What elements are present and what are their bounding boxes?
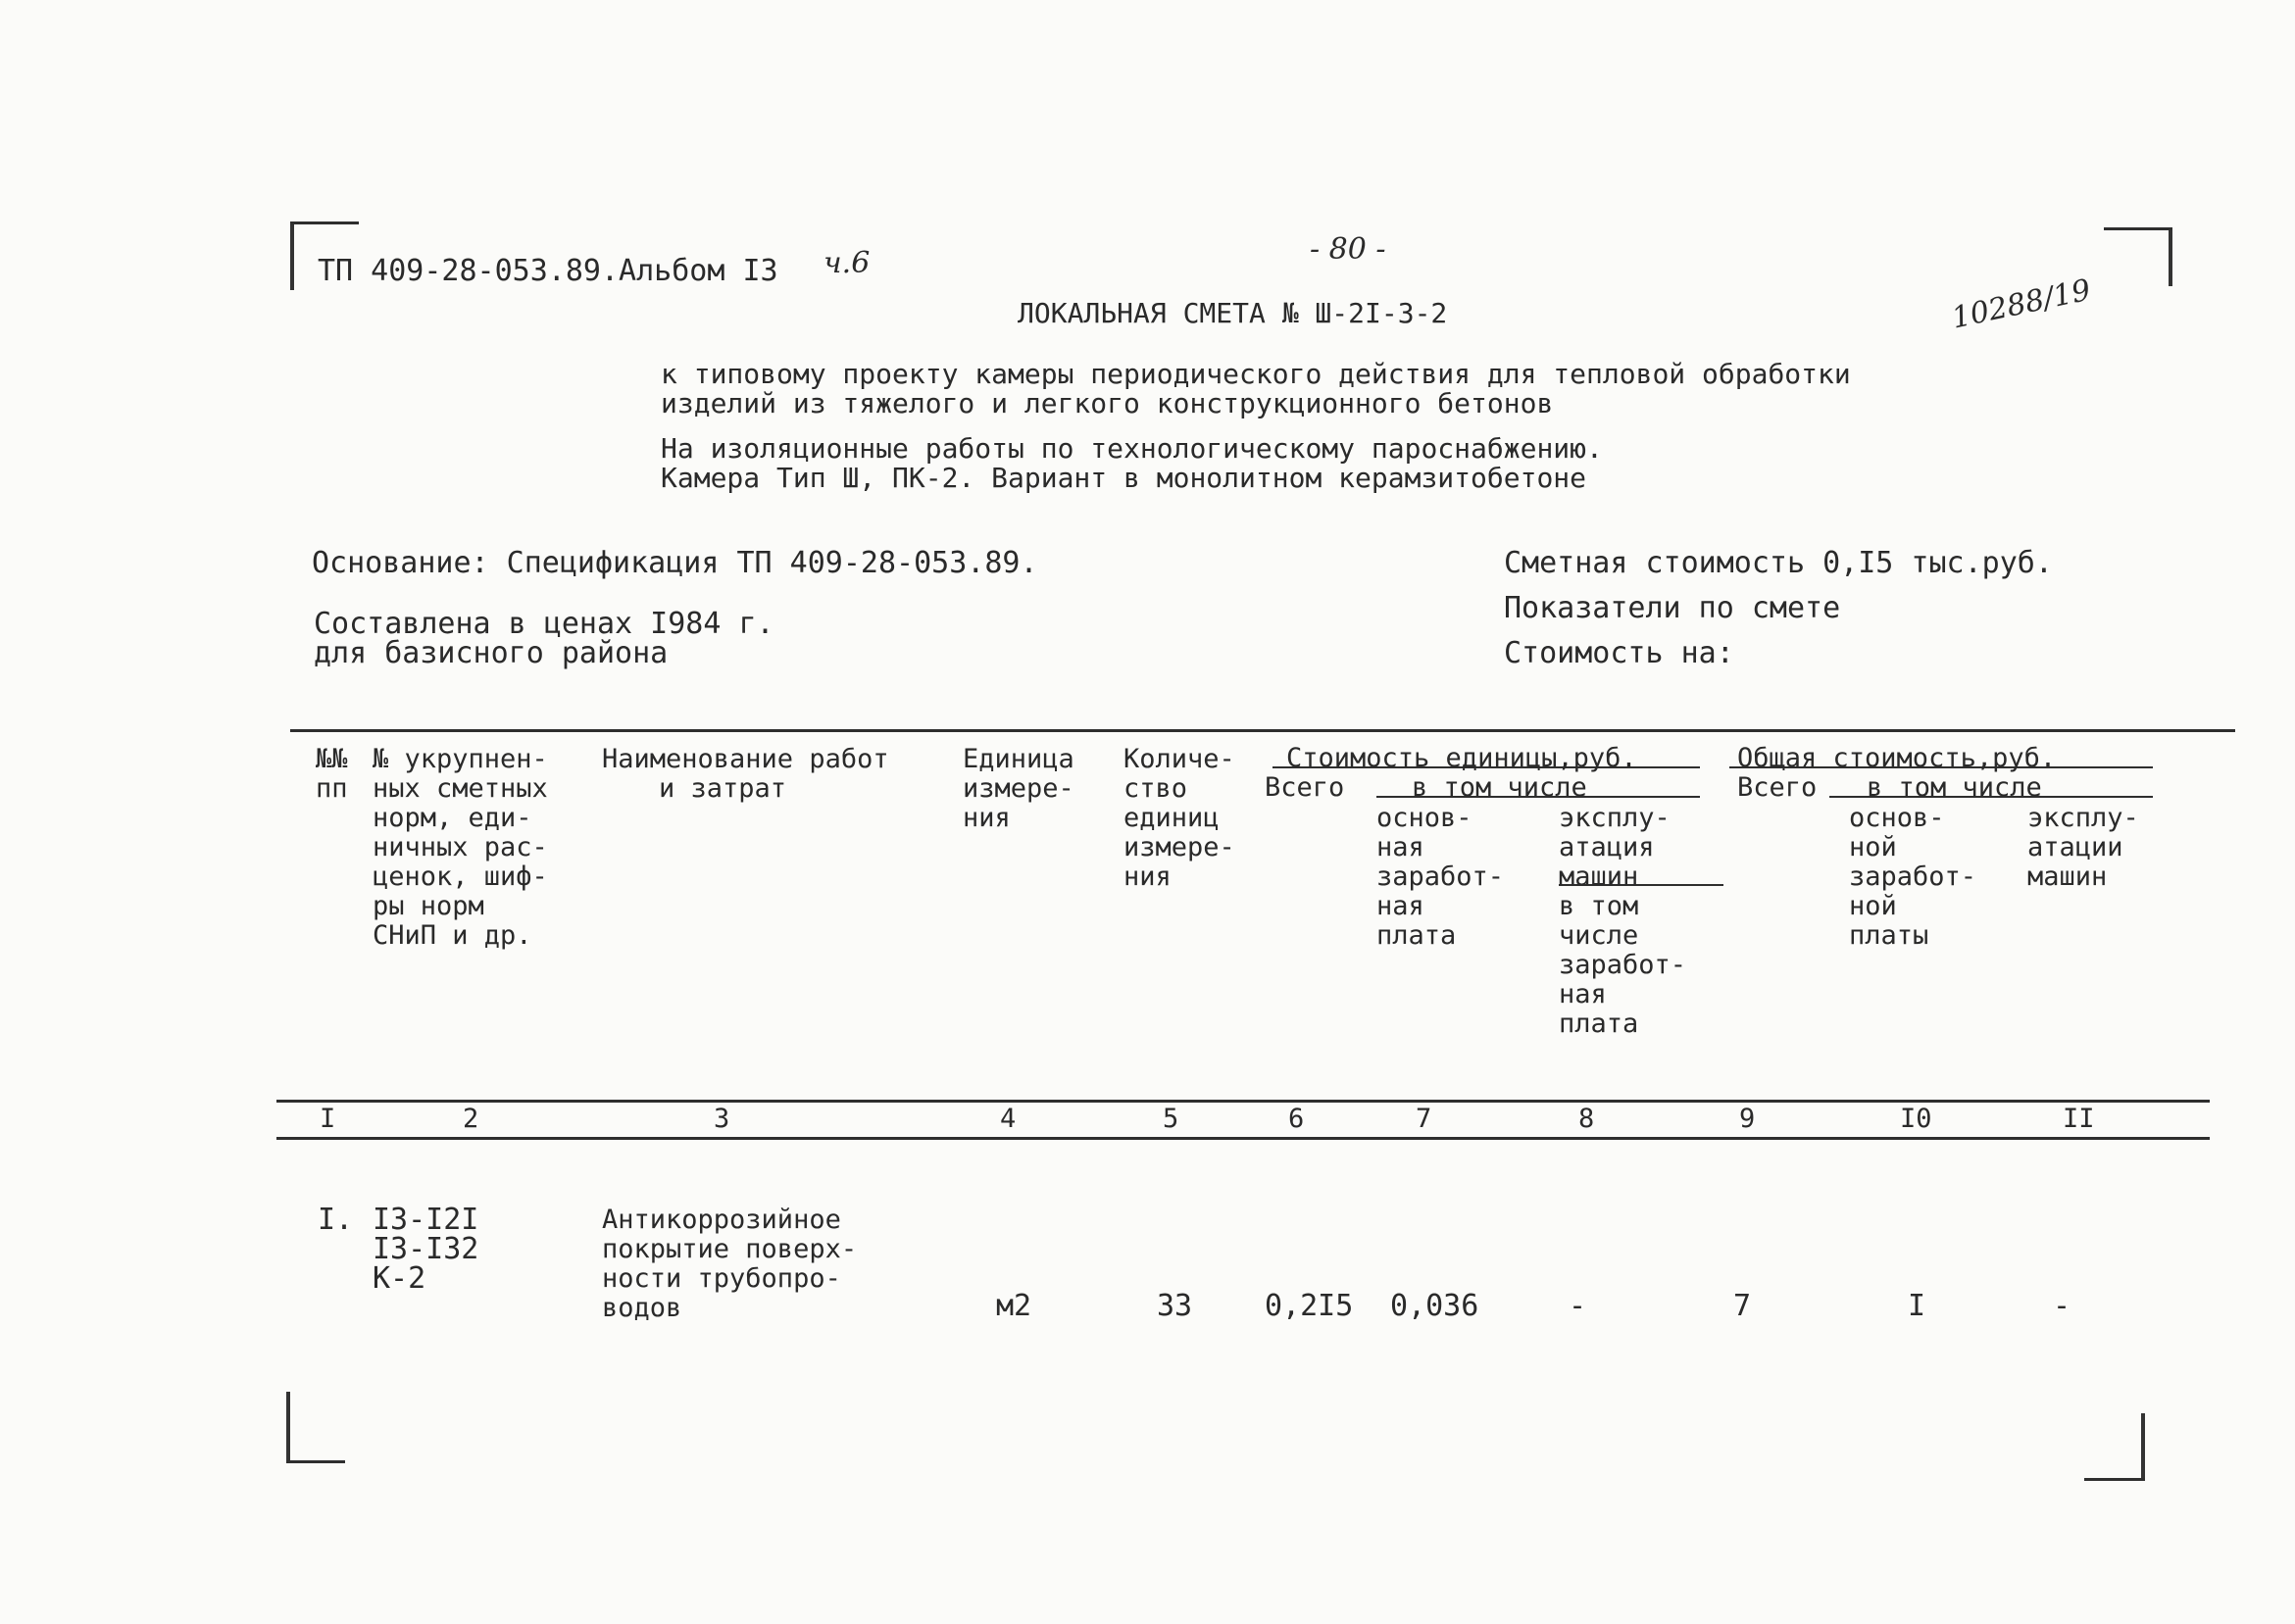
column-number: 3 (714, 1104, 730, 1134)
subtitle-line-3: На изоляционные работы по технологическому пароснабжению. (661, 432, 1603, 465)
row-unit-machines: - (1569, 1289, 1587, 1323)
row-unit-wage: 0,036 (1390, 1289, 1479, 1323)
header-col-7: основ- ная заработ- ная плата (1376, 803, 1505, 951)
header-unit-cost: Стоимость единицы,руб. (1286, 743, 1637, 773)
page-number: - 80 - (1310, 232, 1386, 267)
column-numbers-top-rule (276, 1100, 2210, 1103)
header-total-cost: Общая стоимость,руб. (1737, 743, 2057, 773)
row-total: 7 (1733, 1289, 1752, 1323)
column-number: 8 (1578, 1104, 1595, 1134)
header-col-2: № укрупнен- ных сметных норм, еди- ничных рас- ценок, шиф- ры норм СНиП и др. (373, 744, 548, 951)
corner-mark-top-left (290, 221, 294, 290)
header-total-total: Всего (1737, 772, 1818, 803)
archive-number: 10288/19 (1948, 272, 2094, 336)
row-unit-total: 0,2I5 (1265, 1289, 1354, 1323)
cost-indicators: Показатели по смете (1504, 591, 1841, 625)
column-numbers-bottom-rule (276, 1137, 2210, 1140)
document-title: ЛОКАЛЬНАЯ СМЕТА № Ш-2I-3-2 (1018, 297, 1448, 329)
header-col-3: Наименование работ и затрат (602, 744, 889, 804)
prices-line-1: Составлена в ценах I984 г. (314, 607, 774, 641)
prices-line-2: для базисного района (314, 636, 669, 670)
column-number: 7 (1416, 1104, 1432, 1134)
header-col-10: основ- ной заработ- ной платы (1849, 803, 1977, 951)
corner-mark-bottom-left (286, 1392, 290, 1462)
header-unit-total: Всего (1265, 772, 1345, 803)
corner-mark-bottom-right (2141, 1413, 2145, 1478)
corner-mark-bottom-right-h (2084, 1478, 2145, 1481)
document-reference: ТП 409-28-053.89.Альбом I3 (318, 254, 778, 288)
column-number: 9 (1739, 1104, 1756, 1134)
header-total-incl: в том числе (1867, 772, 2042, 803)
corner-mark-bottom-left-h (286, 1460, 345, 1463)
header-col-8: эксплу- атация машин в том числе заработ- ная плата (1559, 803, 1687, 1039)
subtitle-line-2: изделий из тяжелого и легкого конструкционного бетонов (661, 387, 1554, 419)
column-number: 4 (1000, 1104, 1017, 1134)
column-number: 2 (463, 1104, 479, 1134)
subtitle-line-4: Камера Тип Ш, ПК-2. Вариант в монолитном керамзитобетоне (661, 462, 1587, 494)
row-work-name: Антикоррозийное покрытие поверх- ности трубопро- водов (602, 1205, 858, 1323)
row-total-machines: - (2053, 1289, 2071, 1323)
table-top-rule (290, 729, 2235, 732)
estimated-cost: Сметная стоимость 0,I5 тыс.руб. (1504, 546, 2053, 580)
subtitle-line-1: к типовому проекту камеры периодического действия для тепловой обработки (661, 358, 1851, 390)
row-codes: I3-I2I I3-I32 К-2 (373, 1203, 479, 1296)
column-number: I0 (1900, 1104, 1932, 1134)
row-total-wage: I (1908, 1289, 1926, 1323)
column-number: I (320, 1104, 336, 1134)
row-quantity: 33 (1157, 1289, 1193, 1323)
handwritten-part-number: ч.6 (823, 246, 871, 280)
row-number: I. (318, 1203, 354, 1237)
corner-mark-top-left-h (290, 221, 359, 224)
corner-mark-top-right (2169, 227, 2172, 286)
header-col-11: эксплу- атации машин (2027, 803, 2139, 892)
header-col-5: Количе- ство единиц измере- ния (1123, 744, 1235, 892)
cost-per: Стоимость на: (1504, 636, 1734, 670)
header-col-4: Единица измере- ния (963, 744, 1074, 833)
column-number: II (2063, 1104, 2095, 1134)
column-number: 5 (1163, 1104, 1179, 1134)
header-col-1: №№ пп (316, 744, 348, 804)
foundation-text: Основание: Спецификация ТП 409-28-053.89. (312, 546, 1038, 580)
row-unit: м2 (996, 1289, 1032, 1323)
column-number: 6 (1288, 1104, 1305, 1134)
header-unit-incl: в том числе (1412, 772, 1587, 803)
corner-mark-top-right-h (2104, 227, 2172, 230)
